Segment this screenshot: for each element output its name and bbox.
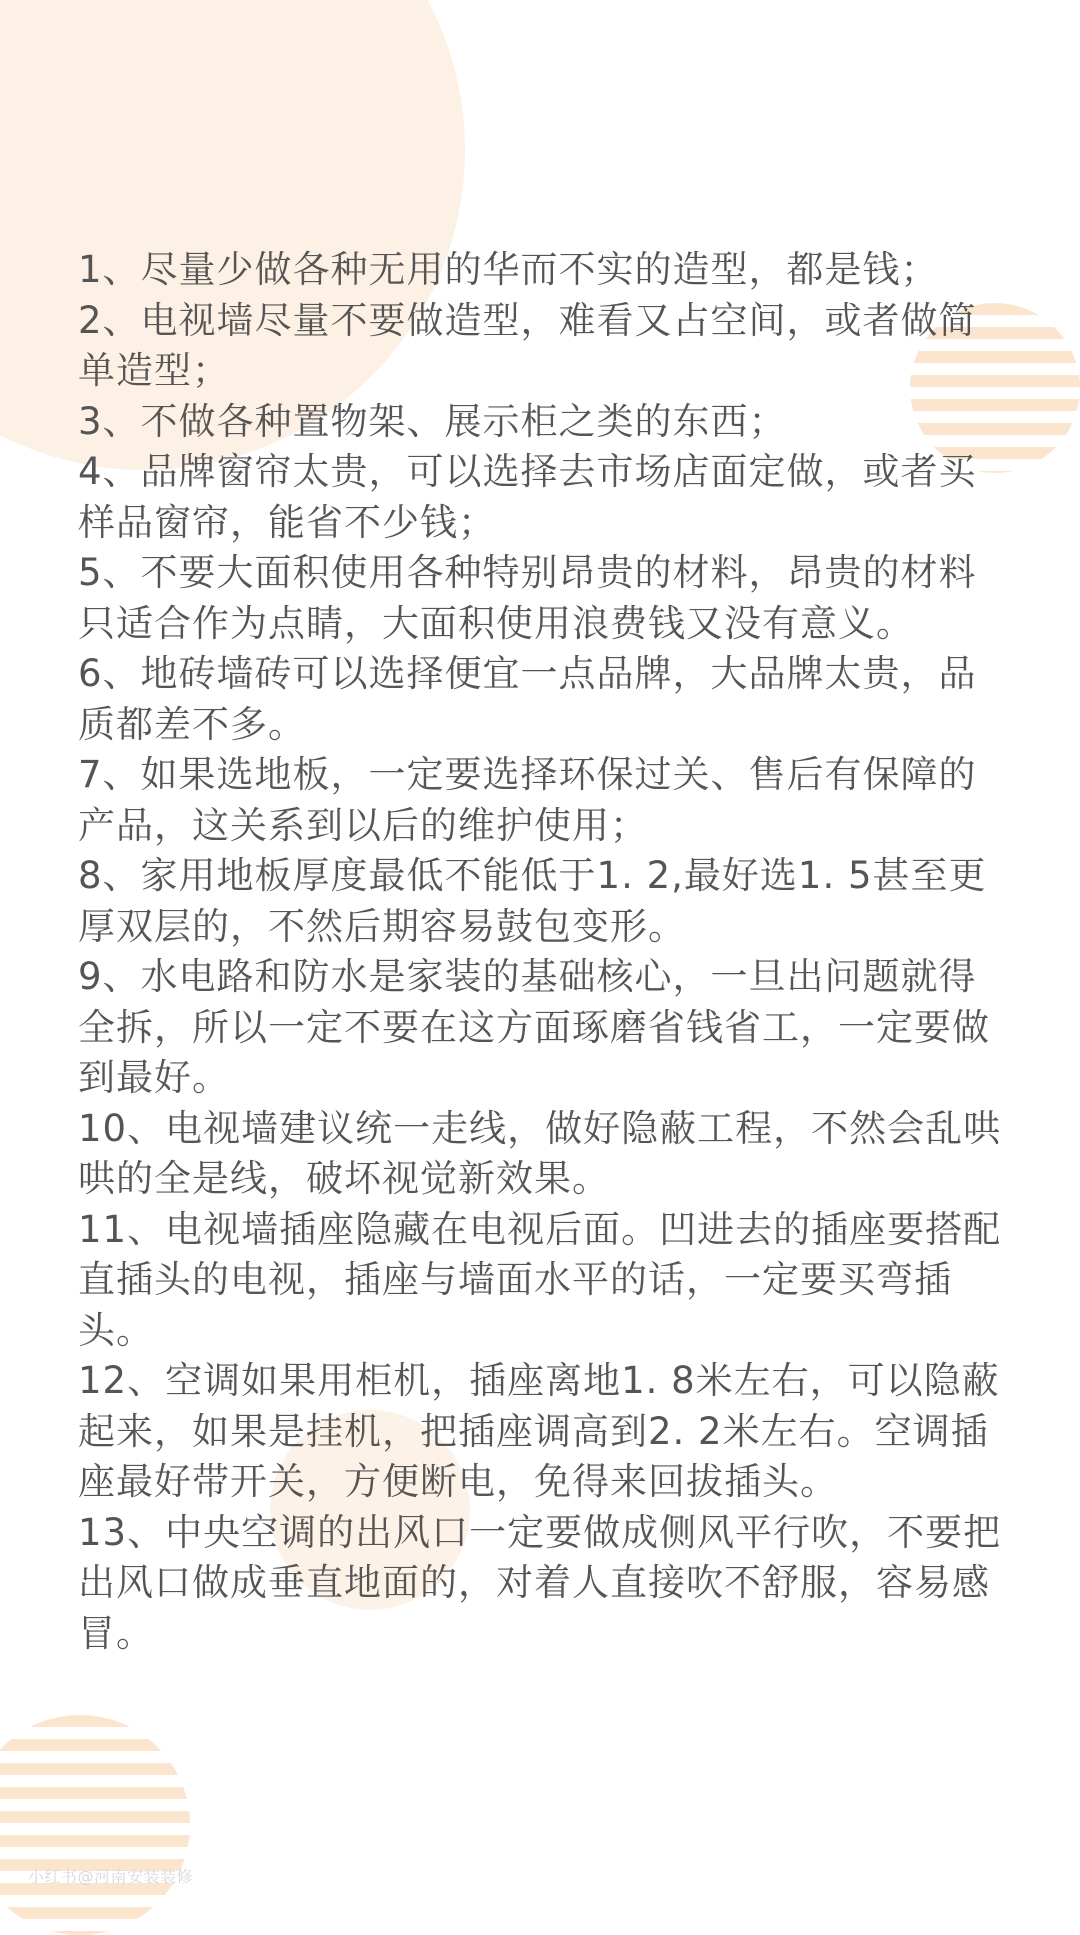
tip-item-11: 11、电视墙插座隐藏在电视后面。凹进去的插座要搭配直插头的电视，插座与墙面水平的话，一定要买弯插头。 [78, 1207, 1002, 1352]
tip-item-6: 6、地砖墙砖可以选择便宜一点品牌，大品牌太贵，品质都差不多。 [78, 652, 977, 746]
tip-item-13: 13、中央空调的出风口一定要做成侧风平行吹，不要把出风口做成垂直地面的，对着人直接吹不舒服，容易感冒。 [78, 1510, 1002, 1655]
tip-item-7: 7、如果选地板，一定要选择环保过关、售后有保障的产品，这关系到以后的维护使用； [78, 753, 977, 847]
tip-item-12: 12、空调如果用柜机，插座离地1. 8米左右，可以隐蔽起来，如果是挂机，把插座调高到2. 2米左右。空调插座最好带开关，方便断电，免得来回拔插头。 [78, 1359, 1000, 1503]
tip-item-4: 4、品牌窗帘太贵，可以选择去市场店面定做，或者买样品窗帘，能省不少钱； [78, 450, 977, 544]
tips-list [78, 245, 1008, 1659]
tip-item-3: 3、不做各种置物架、展示柜之类的东西； [78, 399, 787, 443]
watermark: 小红书@河南安装装修 [28, 1867, 194, 1886]
tip-item-1: 1、尽量少做各种无用的华而不实的造型，都是钱； [78, 248, 939, 291]
tip-item-8: 8、家用地板厚度最低不能低于1. 2,最好选1. 5甚至更厚双层的，不然后期容易鼓包变形。 [78, 854, 987, 948]
tip-item-5: 5、不要大面积使用各种特别昂贵的材料，昂贵的材料只适合作为点睛，大面积使用浪费钱又没有意义。 [78, 551, 977, 645]
tip-item-2: 2、电视墙尽量不要做造型，难看又占空间，或者做简单造型； [78, 298, 977, 392]
tip-item-9: 9、水电路和防水是家装的基础核心，一旦出问题就得全拆，所以一定不要在这方面琢磨省钱省工，一定要做到最好。 [78, 955, 990, 1099]
tip-item-10: 10、电视墙建议统一走线，做好隐蔽工程，不然会乱哄哄的全是线，破坏视觉新效果。 [78, 1106, 1002, 1200]
decorative-striped-circle-bottom-left [0, 1715, 190, 1935]
